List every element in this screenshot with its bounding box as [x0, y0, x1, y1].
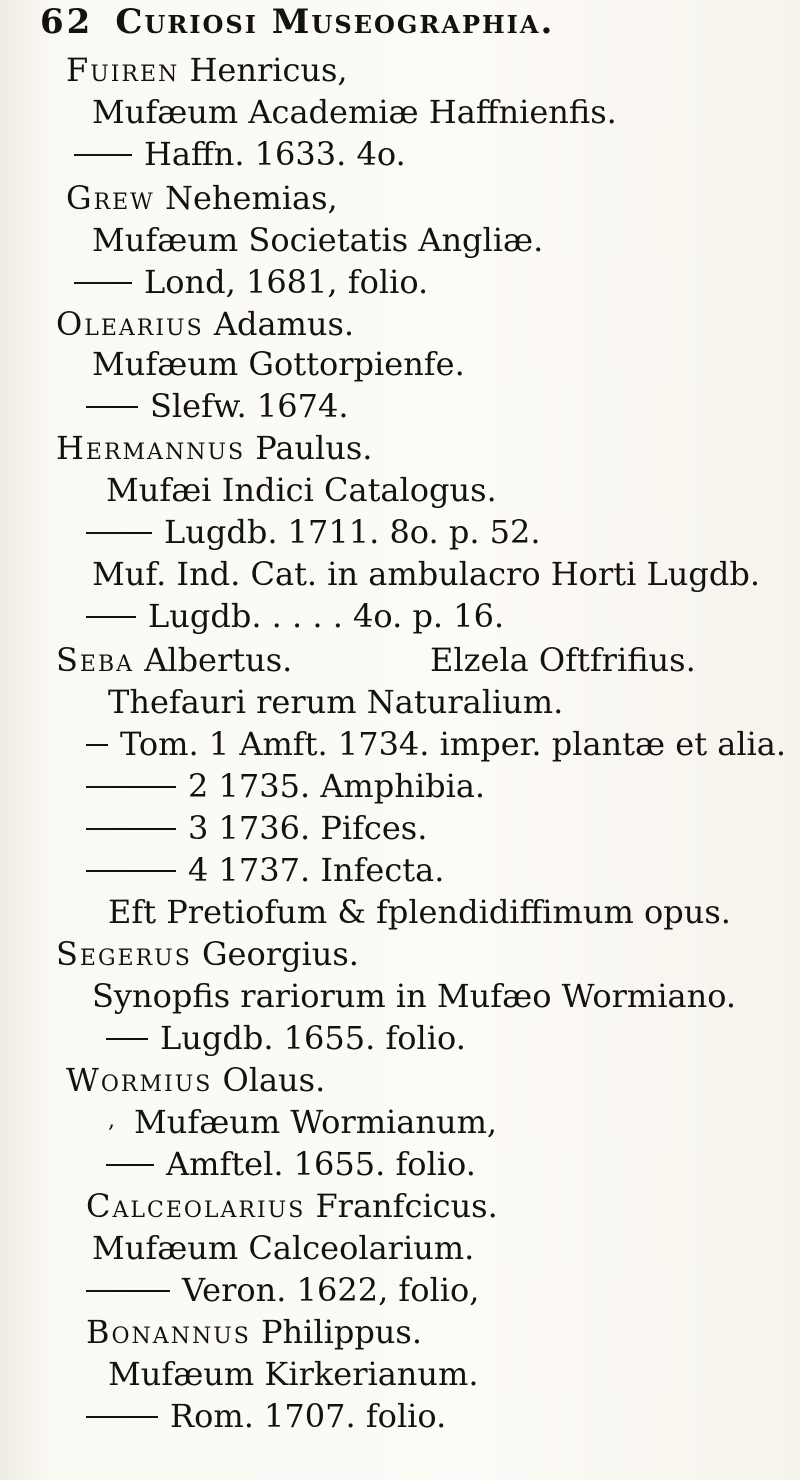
entry-line: 2 1735. Amphibia.	[86, 764, 485, 808]
entry-line: Slefw. 1674.	[86, 384, 348, 428]
entry-heading: Hermannus Paulus.	[56, 429, 373, 467]
entry-line: Mufæum Societatis Angliæ.	[92, 221, 544, 259]
entry-heading: Olearius Adamus.	[56, 305, 355, 343]
entry-line: Synopfis rariorum in Mufæo Wormiano.	[92, 977, 737, 1015]
entry-note: Elzela Oftfrifius.	[430, 641, 696, 679]
entry-heading: Seba Albertus.	[56, 641, 293, 679]
entry-line: Mufæum Kirkerianum.	[108, 1355, 479, 1393]
entry-line: Veron. 1622, folio,	[86, 1268, 479, 1312]
entry-line: Rom. 1707. folio.	[86, 1394, 446, 1438]
entry-heading: Fuiren Henricus,	[66, 51, 348, 89]
entry-line: Amftel. 1655. folio.	[106, 1142, 476, 1186]
entry-line: Lugdb. 1711. 8o. p. 52.	[86, 510, 541, 554]
entry-line: 4 1737. Infecta.	[86, 848, 444, 892]
entry-line: Eft Pretiofum & fplendidiffimum opus.	[108, 893, 731, 931]
entry-line: Mufæum Gottorpienfe.	[92, 345, 465, 383]
running-title: Curiosi Museographia.	[115, 2, 555, 42]
entry-heading: Calceolarius Franfcicus.	[86, 1187, 498, 1225]
page-number: 62	[40, 2, 94, 42]
entry-heading: Wormius Olaus.	[66, 1061, 326, 1099]
entry-line: Muf. Ind. Cat. in ambulacro Horti Lugdb.	[92, 555, 760, 593]
entry-heading: Bonannus Philippus.	[86, 1313, 422, 1351]
entry-line: Lugdb. . . . . 4o. p. 16.	[86, 594, 504, 638]
entry-line: 3 1736. Pifces.	[86, 806, 427, 850]
entry-line: Thefauri rerum Naturalium.	[108, 683, 564, 721]
stray-mark: ,	[108, 1108, 115, 1133]
entry-heading: Segerus Georgius.	[56, 935, 359, 973]
entry-line: Lond, 1681, folio.	[74, 260, 428, 304]
entry-line: Mufæi Indici Catalogus.	[106, 471, 497, 509]
entry-line: Mufæum Calceolarium.	[92, 1229, 475, 1267]
entry-line: Lugdb. 1655. folio.	[106, 1016, 466, 1060]
running-header	[40, 2, 740, 52]
entry-line: Mufæum Wormianum,	[134, 1103, 498, 1141]
entry-heading: Grew Nehemias,	[66, 179, 338, 217]
entry-line: Mufæum Academiæ Haffnienfis.	[92, 93, 617, 131]
entry-line: Tom. 1 Amft. 1734. imper. plantæ et alia.	[86, 722, 786, 766]
entry-line: Haffn. 1633. 4o.	[74, 132, 406, 176]
